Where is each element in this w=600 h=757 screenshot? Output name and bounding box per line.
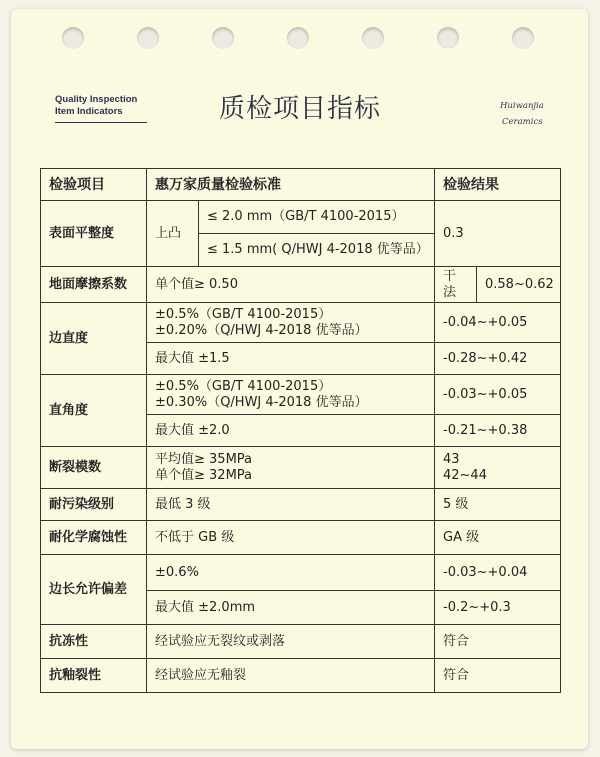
angle-std-2: 最大值 ±2.0 [147, 415, 435, 447]
row-label-frost: 抗冻性 [41, 625, 147, 659]
table-row [41, 447, 561, 489]
table-row [41, 555, 561, 591]
inspection-table [40, 168, 561, 693]
row-label-stain: 耐污染级别 [41, 489, 147, 521]
binder-hole [137, 27, 159, 49]
modulus-result-1: 43 [443, 451, 460, 467]
flatness-std-2: ≤ 1.5 mm( Q/HWJ 4-2018 优等品） [199, 234, 435, 267]
length-std-1: ±0.6% [147, 555, 435, 591]
binder-hole [212, 27, 234, 49]
section-logo [55, 94, 137, 118]
binder-hole [512, 27, 534, 49]
chem-result: GA 级 [435, 521, 561, 555]
row-label-flatness: 表面平整度 [41, 201, 147, 267]
glaze-result: 符合 [435, 659, 561, 693]
angle-std-1 [147, 375, 435, 415]
binder-hole [62, 27, 84, 49]
brand-line-1: Huiwanjia [500, 101, 544, 111]
table-row [41, 659, 561, 693]
angle-result-1: -0.03~+0.05 [435, 375, 561, 415]
logo-underline [55, 122, 147, 123]
stain-std: 最低 3 级 [147, 489, 435, 521]
friction-condition: 干法 [435, 267, 477, 303]
table-row [41, 267, 561, 303]
modulus-std [147, 447, 435, 489]
header-result: 检验结果 [435, 169, 561, 201]
edge-result-1: -0.04~+0.05 [435, 303, 561, 343]
brand-signature [500, 98, 544, 130]
flatness-std-1: ≤ 2.0 mm（GB/T 4100-2015） [199, 201, 435, 234]
edge-std-2: 最大值 ±1.5 [147, 343, 435, 375]
angle-std-1a: ±0.5%（GB/T 4100-2015） [155, 378, 332, 394]
glaze-std: 经试验应无釉裂 [147, 659, 435, 693]
row-label-chem: 耐化学腐蚀性 [41, 521, 147, 555]
brand-line-2: Ceramics [502, 117, 543, 127]
table-row [41, 303, 561, 343]
binder-hole [437, 27, 459, 49]
modulus-result-2: 42~44 [443, 467, 487, 483]
length-result-1: -0.03~+0.04 [435, 555, 561, 591]
stain-result: 5 级 [435, 489, 561, 521]
angle-result-2: -0.21~+0.38 [435, 415, 561, 447]
logo-line-1: Quality Inspection [55, 94, 138, 105]
length-result-2: -0.2~+0.3 [435, 591, 561, 625]
friction-result: 0.58~0.62 [477, 267, 561, 303]
row-label-length: 边长允许偏差 [41, 555, 147, 625]
edge-std-1b: ±0.20%（Q/HWJ 4-2018 优等品） [155, 322, 368, 338]
flatness-sub: 上凸 [147, 201, 199, 267]
edge-std-1a: ±0.5%（GB/T 4100-2015） [155, 306, 332, 322]
friction-std: 单个值≥ 0.50 [147, 267, 435, 303]
frost-result: 符合 [435, 625, 561, 659]
logo-line-2: Item Indicators [55, 106, 123, 117]
modulus-std-1: 平均值≥ 35MPa [155, 451, 253, 467]
row-label-edge: 边直度 [41, 303, 147, 375]
row-label-glaze: 抗釉裂性 [41, 659, 147, 693]
row-label-friction: 地面摩擦系数 [41, 267, 147, 303]
length-std-2: 最大值 ±2.0mm [147, 591, 435, 625]
table-row [41, 201, 561, 234]
binder-hole [287, 27, 309, 49]
row-label-modulus: 断裂模数 [41, 447, 147, 489]
table-row [41, 375, 561, 415]
modulus-std-2: 单个值≥ 32MPa [155, 467, 253, 483]
table-row [41, 625, 561, 659]
chem-std: 不低于 GB 级 [147, 521, 435, 555]
table-row [41, 489, 561, 521]
edge-result-2: -0.28~+0.42 [435, 343, 561, 375]
edge-std-1 [147, 303, 435, 343]
binder-hole [362, 27, 384, 49]
angle-std-1b: ±0.30%（Q/HWJ 4-2018 优等品） [155, 394, 368, 410]
header-item: 检验项目 [41, 169, 147, 201]
header-standard: 惠万家质量检验标准 [147, 169, 435, 201]
table-header-row [41, 169, 561, 201]
flatness-result: 0.3 [435, 201, 561, 267]
page-title: 质检项目指标 [218, 94, 381, 124]
binder-holes [0, 0, 600, 60]
table-row [41, 521, 561, 555]
modulus-result [435, 447, 561, 489]
row-label-angle: 直角度 [41, 375, 147, 447]
frost-std: 经试验应无裂纹或剥落 [147, 625, 435, 659]
